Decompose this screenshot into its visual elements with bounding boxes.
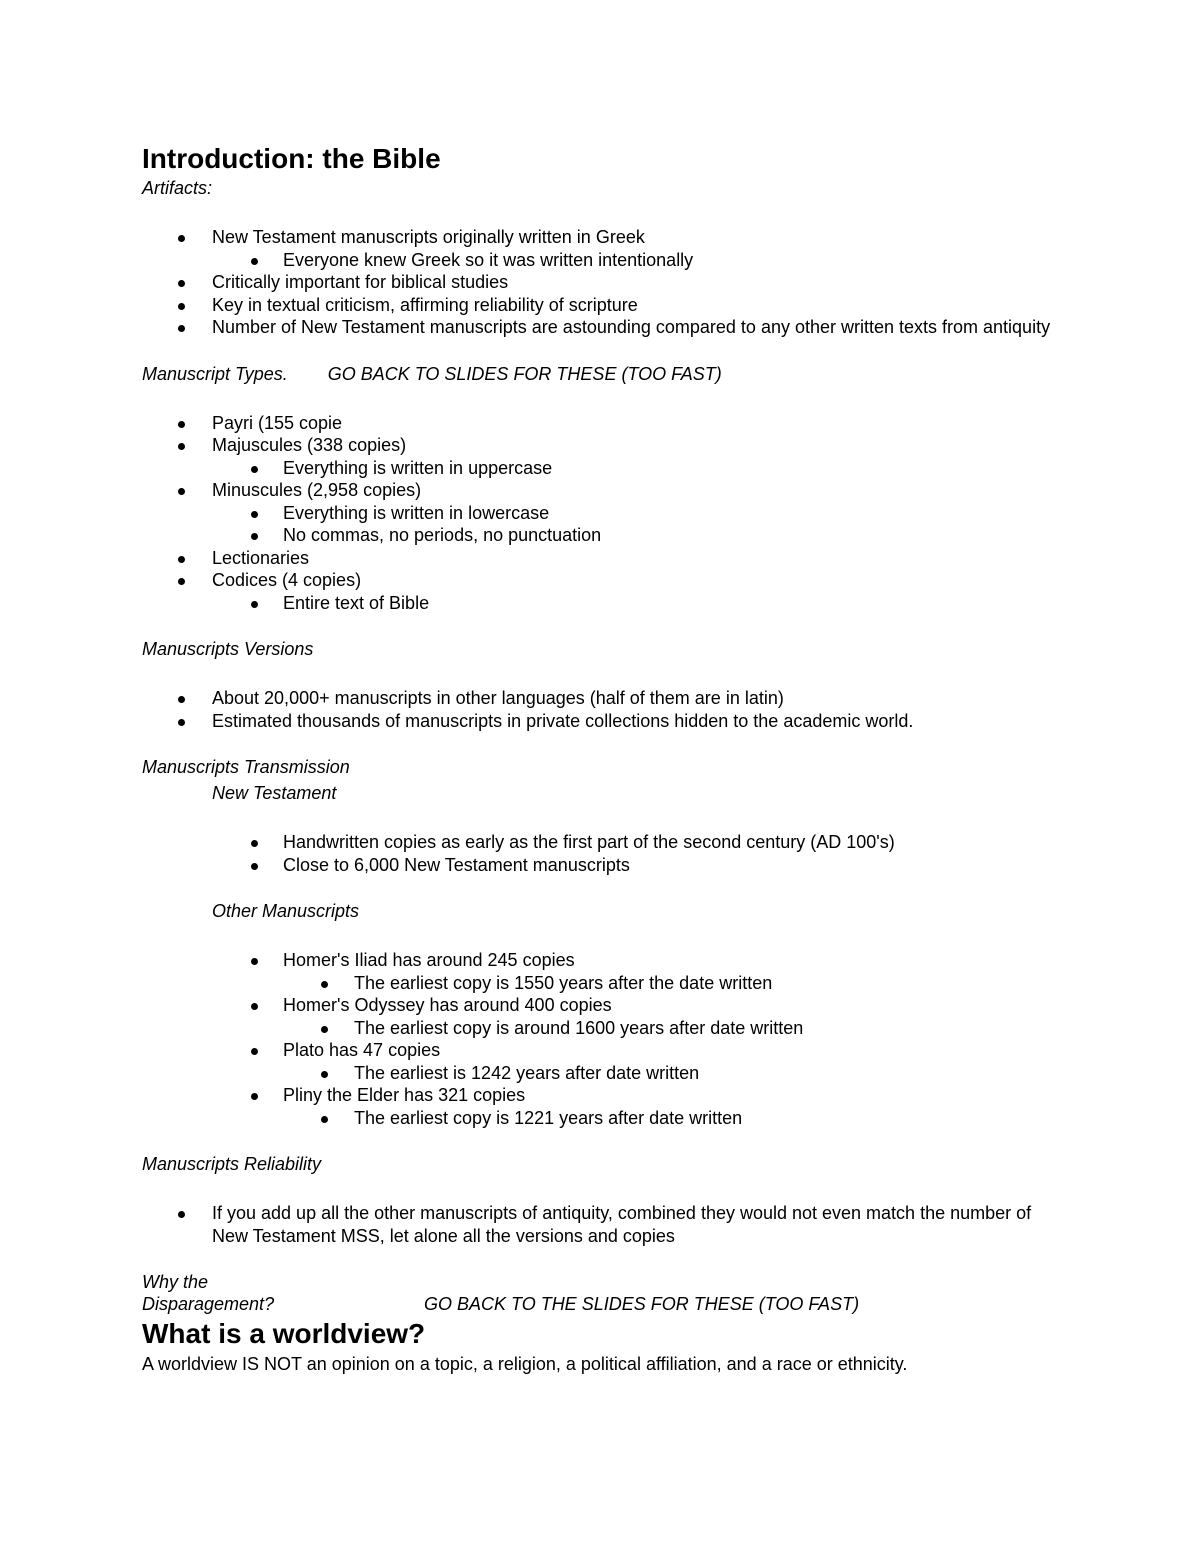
bullet-icon: [178, 280, 185, 287]
other-manuscripts-label: Other Manuscripts: [212, 901, 360, 921]
list-item: Pliny the Elder has 321 copies: [142, 1084, 1072, 1107]
disparagement-note: GO BACK TO THE SLIDES FOR THESE (TOO FAST): [424, 1294, 860, 1314]
list-item: Entire text of Bible: [142, 592, 1072, 615]
list-item: Estimated thousands of manuscripts in private collections hidden to the academic world.: [142, 710, 1072, 733]
list-item: The earliest is 1242 years after date written: [142, 1062, 1072, 1085]
worldview-text: A worldview IS NOT an opinion on a topic, a religion, a political affiliation, and a race or ethnicity.: [142, 1354, 908, 1374]
bullet-icon: [178, 578, 185, 585]
bullet-icon: [178, 303, 185, 310]
new-testament-list: [142, 831, 1072, 876]
list-item: Everything is written in uppercase: [142, 457, 1072, 480]
bullet-icon: [251, 258, 258, 265]
list-item: The earliest copy is 1221 years after date written: [142, 1107, 1072, 1130]
manuscripts-reliability-label: Manuscripts Reliability: [142, 1154, 322, 1174]
bullet-icon: [251, 1093, 258, 1100]
list-item: Number of New Testament manuscripts are astounding compared to any other written texts from antiquity: [142, 316, 1072, 339]
document-body: [142, 141, 1072, 1376]
artifacts-list: [142, 226, 1072, 339]
bullet-icon: [178, 696, 185, 703]
bullet-icon: [178, 719, 185, 726]
list-item: About 20,000+ manuscripts in other languages (half of them are in latin): [142, 687, 1072, 710]
list-item: Homer's Iliad has around 245 copies: [142, 949, 1072, 972]
list-item: Lectionaries: [142, 547, 1072, 570]
bullet-icon: [251, 1048, 258, 1055]
manuscript-types-note: GO BACK TO SLIDES FOR THESE (TOO FAST): [327, 363, 722, 384]
list-item: Everything is written in lowercase: [142, 502, 1072, 525]
manuscripts-transmission-label: Manuscripts Transmission: [142, 757, 350, 777]
bullet-icon: [251, 601, 258, 608]
bullet-icon: [321, 1071, 328, 1078]
manuscripts-versions-label: Manuscripts Versions: [142, 639, 314, 659]
list-item: Minuscules (2,958 copies): [142, 479, 1072, 502]
manuscript-types-label: Manuscript Types. GO BACK TO SLIDES FOR THESE (TOO FAST): [142, 363, 722, 384]
bullet-icon: [321, 981, 328, 988]
manuscripts-versions-list: [142, 687, 1072, 732]
manuscripts-reliability-list: [142, 1202, 1072, 1247]
list-item: If you add up all the other manuscripts of antiquity, combined they would not even match the number of New Testament MSS, let alone all the versions and copies: [142, 1202, 1072, 1247]
list-item: The earliest copy is 1550 years after the date written: [142, 972, 1072, 995]
bullet-icon: [251, 863, 258, 870]
bullet-icon: [178, 1211, 185, 1218]
bullet-icon: [178, 235, 185, 242]
disparagement-label: Why the Disparagement? GO BACK TO THE SLIDES FOR THESE (TOO FAST): [142, 1272, 860, 1314]
list-item: New Testament manuscripts originally written in Greek: [142, 226, 1072, 249]
list-item: Codices (4 copies): [142, 569, 1072, 592]
bullet-icon: [251, 1003, 258, 1010]
list-item: Critically important for biblical studies: [142, 271, 1072, 294]
list-item: Handwritten copies as early as the first part of the second century (AD 100's): [142, 831, 1072, 854]
bullet-icon: [321, 1116, 328, 1123]
list-item: Close to 6,000 New Testament manuscripts: [142, 854, 1072, 877]
page-title: Introduction: the Bible: [142, 143, 441, 174]
list-item: Homer's Odyssey has around 400 copies: [142, 994, 1072, 1017]
new-testament-label: New Testament: [212, 783, 337, 803]
manuscript-types-list: [142, 412, 1072, 615]
artifacts-label: Artifacts:: [142, 178, 213, 198]
list-item: Key in textual criticism, affirming reliability of scripture: [142, 294, 1072, 317]
bullet-icon: [251, 840, 258, 847]
list-item: Majuscules (338 copies): [142, 434, 1072, 457]
list-item: Payri (155 copie: [142, 412, 1072, 435]
bullet-icon: [321, 1026, 328, 1033]
list-item: Plato has 47 copies: [142, 1039, 1072, 1062]
other-manuscripts-list: [142, 949, 1072, 1129]
list-item: Everyone knew Greek so it was written intentionally: [142, 249, 1072, 272]
bullet-icon: [251, 958, 258, 965]
bullet-icon: [251, 533, 258, 540]
bullet-icon: [251, 466, 258, 473]
bullet-icon: [178, 421, 185, 428]
worldview-heading: What is a worldview?: [142, 1318, 426, 1349]
bullet-icon: [178, 488, 185, 495]
list-item: No commas, no periods, no punctuation: [142, 524, 1072, 547]
bullet-icon: [178, 325, 185, 332]
bullet-icon: [178, 556, 185, 563]
bullet-icon: [178, 443, 185, 450]
list-item: The earliest copy is around 1600 years after date written: [142, 1017, 1072, 1040]
bullet-icon: [251, 511, 258, 518]
